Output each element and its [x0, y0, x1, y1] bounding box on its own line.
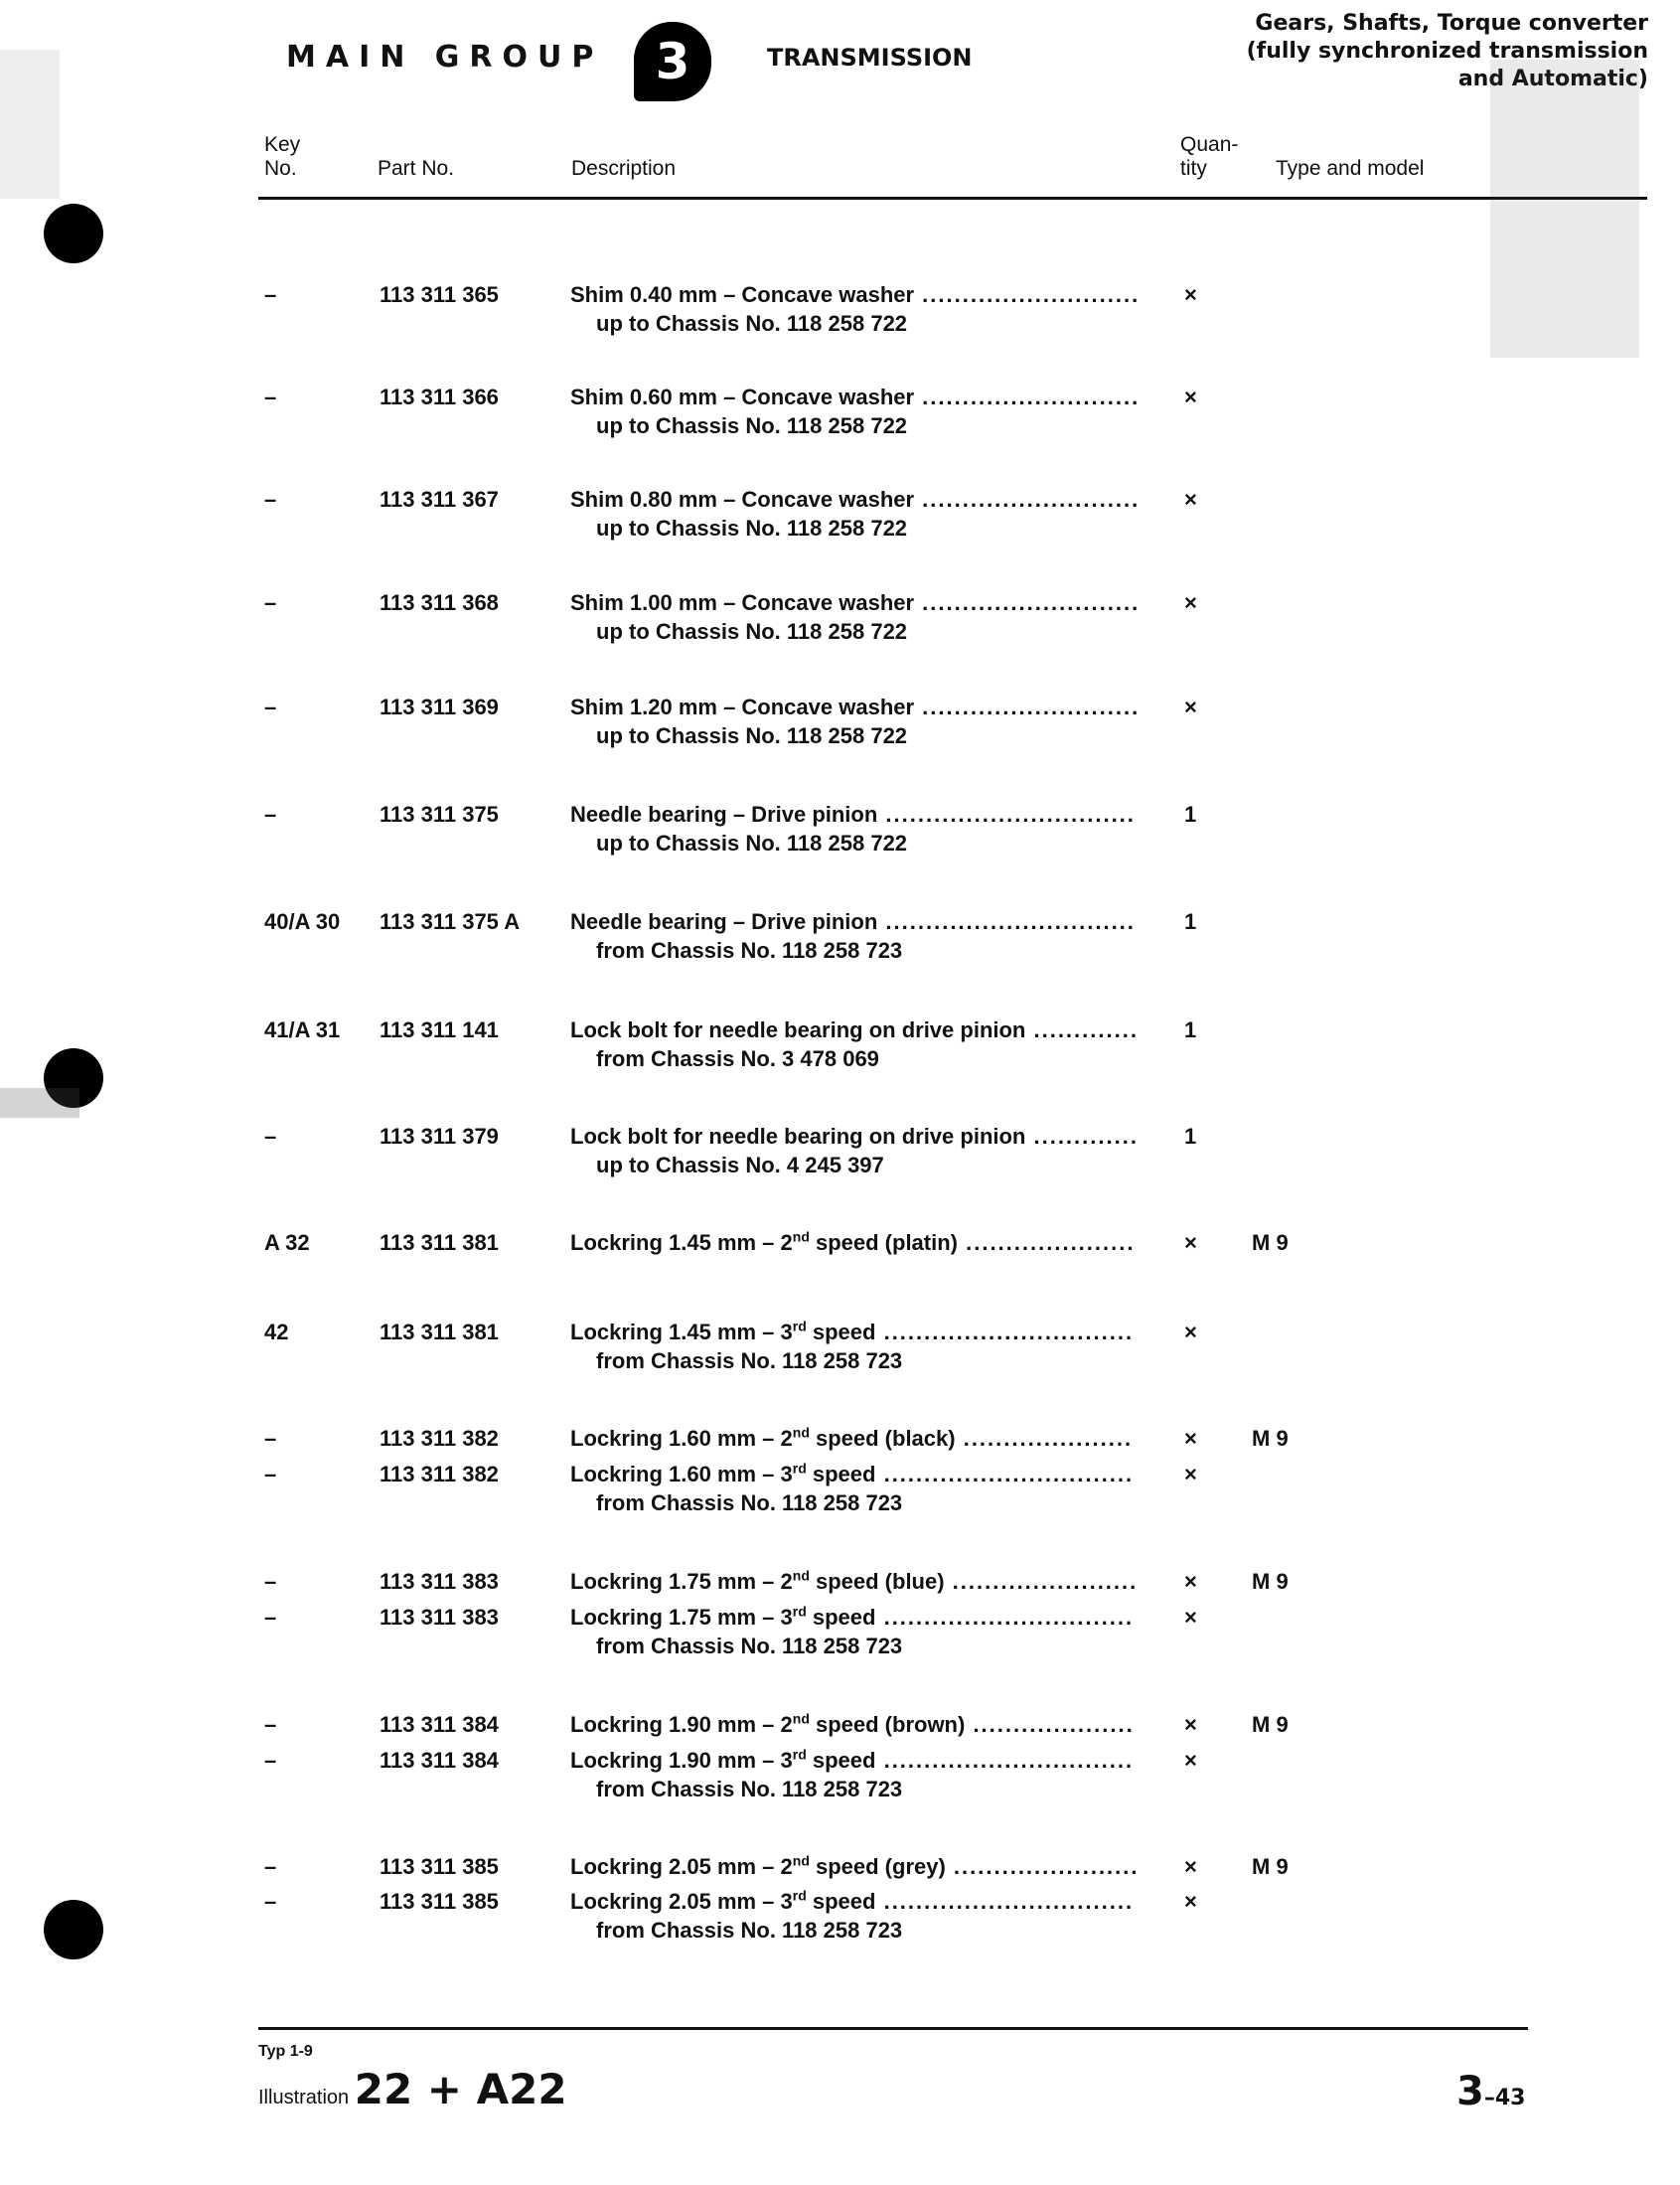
leader-dots: ...............................: [875, 1889, 1135, 1914]
section-title: TRANSMISSION: [767, 44, 973, 72]
col-key-line-2: No.: [264, 157, 297, 180]
col-description: Description: [571, 157, 677, 180]
row-key-no: –: [264, 1712, 277, 1737]
subtitle-line-3: and Automatic): [1457, 67, 1648, 91]
row-key-no: –: [264, 282, 277, 307]
leader-dots: .............: [1025, 1017, 1139, 1042]
row-description-main: [570, 1605, 1134, 1630]
row-description-suffix: speed (black): [809, 1426, 956, 1451]
row-description: [570, 1710, 1135, 1739]
row-type-model: M 9: [1252, 1854, 1289, 1879]
row-description-chassis: from Chassis No. 118 258 723: [596, 1348, 903, 1373]
row-description-suffix: speed: [806, 1889, 876, 1914]
row-description-chassis: from Chassis No. 118 258 723: [596, 1634, 903, 1658]
row-quantity: ×: [1184, 1426, 1197, 1451]
col-key-no: [264, 133, 300, 181]
row-part-no: 113 311 382: [380, 1426, 499, 1451]
row-type-model: M 9: [1252, 1569, 1289, 1594]
row-description-text: Lockring 1.90 mm – 2: [570, 1712, 793, 1737]
row-description-text: Shim 0.80 mm – Concave washer: [570, 487, 915, 512]
row-description-text: Needle bearing – Drive pinion: [570, 909, 878, 934]
row-key-no: 40/A 30: [264, 909, 341, 934]
row-description-chassis: up to Chassis No. 118 258 722: [596, 311, 908, 336]
row-type-model: M 9: [1252, 1426, 1289, 1451]
row-quantity: ×: [1184, 385, 1197, 409]
row-description-main: [570, 487, 1140, 512]
row-description: [570, 1746, 1134, 1803]
row-description-main: [570, 1017, 1139, 1042]
row-part-no: 113 311 369: [380, 695, 499, 719]
row-key-no: –: [264, 695, 277, 719]
row-quantity: ×: [1184, 1230, 1197, 1255]
leader-dots: ...............................: [875, 1748, 1135, 1773]
row-description-text: Lockring 1.90 mm – 3: [570, 1748, 793, 1773]
row-description-text: Shim 0.60 mm – Concave washer: [570, 385, 915, 409]
row-description-main: [570, 695, 1140, 719]
row-part-no: 113 311 375: [380, 802, 499, 827]
row-part-no: 113 311 375 A: [380, 909, 521, 934]
leader-dots: .....................: [958, 1230, 1136, 1255]
row-quantity: ×: [1184, 1320, 1197, 1344]
row-description-ordinal: nd: [792, 1228, 810, 1245]
page-number-major: 3: [1456, 2069, 1484, 2114]
illustration-label: Illustration: [258, 2087, 350, 2108]
row-key-no: A 32: [264, 1230, 310, 1255]
row-quantity: ×: [1184, 1854, 1197, 1879]
row-description-text: Lockring 1.75 mm – 3: [570, 1605, 793, 1630]
row-quantity: 1: [1184, 1017, 1197, 1042]
row-description-chassis: up to Chassis No. 118 258 722: [596, 831, 908, 856]
row-description-text: Lockring 1.45 mm – 2: [570, 1230, 793, 1255]
row-description-chassis: from Chassis No. 118 258 723: [596, 938, 903, 963]
row-description: [570, 280, 1140, 338]
row-key-no: –: [264, 590, 277, 615]
row-key-no: –: [264, 1426, 277, 1451]
row-description-chassis: up to Chassis No. 118 258 722: [596, 516, 908, 541]
row-description: [570, 693, 1140, 750]
row-description-ordinal: rd: [792, 1318, 807, 1334]
row-part-no: 113 311 365: [380, 282, 499, 307]
page-number-minor: –43: [1483, 2086, 1526, 2110]
leader-dots: ...............................: [875, 1462, 1135, 1486]
leader-dots: ...........................: [914, 590, 1141, 615]
row-description-main: [570, 282, 1140, 307]
punch-hole-top: [44, 204, 103, 263]
row-description-chassis: from Chassis No. 118 258 723: [596, 1777, 903, 1801]
row-quantity: ×: [1184, 1712, 1197, 1737]
row-key-no: –: [264, 1569, 277, 1594]
row-description-suffix: speed (grey): [809, 1854, 946, 1879]
row-description-ordinal: rd: [792, 1746, 807, 1763]
row-key-no: –: [264, 385, 277, 409]
row-description-main: [570, 1889, 1134, 1914]
leader-dots: ...............................: [875, 1320, 1135, 1344]
row-quantity: 1: [1184, 1124, 1197, 1149]
leader-dots: .......................: [944, 1569, 1139, 1594]
row-description: [570, 1122, 1139, 1179]
row-description-suffix: speed: [806, 1462, 876, 1486]
leader-dots: ....................: [965, 1712, 1135, 1737]
row-key-no: –: [264, 802, 277, 827]
row-part-no: 113 311 384: [380, 1748, 499, 1773]
row-description-chassis: from Chassis No. 118 258 723: [596, 1918, 903, 1943]
row-description: [570, 1460, 1134, 1517]
row-part-no: 113 311 366: [380, 385, 499, 409]
row-description-text: Lockring 2.05 mm – 2: [570, 1854, 793, 1879]
leader-dots: .............: [1025, 1124, 1139, 1149]
row-description-ordinal: rd: [792, 1887, 807, 1904]
row-description-chassis: from Chassis No. 3 478 069: [596, 1046, 879, 1071]
row-type-model: M 9: [1252, 1712, 1289, 1737]
header-rule: [258, 197, 1647, 200]
row-description-main: [570, 1320, 1134, 1344]
row-description-text: Lock bolt for needle bearing on drive pinion: [570, 1017, 1026, 1042]
page-number: [1456, 2069, 1525, 2114]
row-quantity: ×: [1184, 1748, 1197, 1773]
footer-rule: [258, 2027, 1528, 2030]
main-group-title: MAIN GROUP: [286, 40, 604, 75]
row-part-no: 113 311 384: [380, 1712, 499, 1737]
row-description: [570, 907, 1136, 965]
row-description-text: Shim 1.00 mm – Concave washer: [570, 590, 915, 615]
row-part-no: 113 311 379: [380, 1124, 499, 1149]
leader-dots: ...............................: [877, 802, 1136, 827]
row-description-main: [570, 1748, 1134, 1773]
row-key-no: –: [264, 1124, 277, 1149]
footer-illustration: [258, 2065, 567, 2113]
punch-hole-bottom: [44, 1900, 103, 1959]
leader-dots: ...............................: [877, 909, 1136, 934]
row-key-no: –: [264, 1748, 277, 1773]
scan-noise: [0, 50, 60, 199]
row-description-chassis: up to Chassis No. 4 245 397: [596, 1153, 884, 1177]
row-description-text: Lockring 1.75 mm – 2: [570, 1569, 793, 1594]
row-part-no: 113 311 367: [380, 487, 499, 512]
scan-noise: [0, 1088, 79, 1118]
row-description-suffix: speed: [806, 1605, 876, 1630]
row-description-text: Shim 0.40 mm – Concave washer: [570, 282, 915, 307]
row-description-main: [570, 1712, 1135, 1737]
row-quantity: 1: [1184, 909, 1197, 934]
row-description-ordinal: nd: [792, 1710, 810, 1727]
row-key-no: 42: [264, 1320, 289, 1344]
row-description-suffix: speed: [806, 1748, 876, 1773]
row-quantity: ×: [1184, 695, 1197, 719]
row-description-text: Lockring 1.60 mm – 3: [570, 1462, 793, 1486]
row-description-text: Lockring 1.45 mm – 3: [570, 1320, 793, 1344]
row-description-main: [570, 1854, 1140, 1879]
row-key-no: –: [264, 1889, 277, 1914]
row-description: [570, 485, 1140, 543]
row-quantity: ×: [1184, 1889, 1197, 1914]
illustration-ref: 22 + A22: [354, 2065, 567, 2113]
row-description: [570, 1852, 1140, 1881]
row-description-ordinal: nd: [792, 1424, 810, 1441]
row-description-text: Shim 1.20 mm – Concave washer: [570, 695, 915, 719]
row-description-suffix: speed: [806, 1320, 876, 1344]
leader-dots: ...............................: [875, 1605, 1135, 1630]
row-key-no: –: [264, 487, 277, 512]
col-key-line-1: Key: [264, 133, 301, 156]
leader-dots: ...........................: [914, 695, 1141, 719]
row-description-ordinal: rd: [792, 1603, 807, 1620]
row-description-main: [570, 1230, 1135, 1255]
row-description-main: [570, 590, 1140, 615]
row-description-suffix: speed (brown): [809, 1712, 966, 1737]
row-description: [570, 1228, 1135, 1257]
row-description-main: [570, 1462, 1134, 1486]
col-quantity-line-1: Quan-: [1180, 133, 1239, 156]
row-description-chassis: up to Chassis No. 118 258 722: [596, 413, 908, 438]
row-key-no: 41/A 31: [264, 1017, 341, 1042]
row-description-main: [570, 909, 1136, 934]
row-part-no: 113 311 141: [380, 1017, 499, 1042]
row-description: [570, 1424, 1133, 1453]
row-quantity: 1: [1184, 802, 1197, 827]
row-description: [570, 1318, 1134, 1375]
group-number-badge: 3: [634, 22, 711, 101]
footer-type: Typ 1-9: [258, 2043, 313, 2060]
row-part-no: 113 311 381: [380, 1230, 499, 1255]
row-description: [570, 588, 1140, 646]
col-part-no: Part No.: [378, 157, 455, 180]
leader-dots: .......................: [945, 1854, 1140, 1879]
row-part-no: 113 311 385: [380, 1854, 499, 1879]
row-description-text: Lockring 1.60 mm – 2: [570, 1426, 793, 1451]
col-type-model: Type and model: [1276, 157, 1425, 180]
row-description: [570, 800, 1136, 858]
row-quantity: ×: [1184, 282, 1197, 307]
row-description-suffix: speed (blue): [809, 1569, 945, 1594]
row-type-model: M 9: [1252, 1230, 1289, 1255]
row-description-text: Needle bearing – Drive pinion: [570, 802, 878, 827]
leader-dots: .....................: [955, 1426, 1134, 1451]
col-quantity: [1180, 133, 1238, 181]
row-quantity: ×: [1184, 487, 1197, 512]
row-description-chassis: up to Chassis No. 118 258 722: [596, 723, 908, 748]
leader-dots: ...........................: [914, 487, 1141, 512]
row-part-no: 113 311 381: [380, 1320, 499, 1344]
row-part-no: 113 311 382: [380, 1462, 499, 1486]
row-description: [570, 1567, 1138, 1596]
row-part-no: 113 311 368: [380, 590, 499, 615]
row-description: [570, 383, 1140, 440]
row-quantity: ×: [1184, 1462, 1197, 1486]
row-description-ordinal: rd: [792, 1460, 807, 1477]
row-key-no: –: [264, 1605, 277, 1630]
row-description-ordinal: nd: [792, 1852, 810, 1869]
row-description-suffix: speed (platin): [809, 1230, 958, 1255]
leader-dots: ...........................: [914, 385, 1141, 409]
row-description-text: Lockring 2.05 mm – 3: [570, 1889, 793, 1914]
row-quantity: ×: [1184, 1569, 1197, 1594]
row-key-no: –: [264, 1854, 277, 1879]
row-description: [570, 1887, 1134, 1945]
row-description-main: [570, 385, 1140, 409]
subtitle-line-2: (fully synchronized transmission: [1246, 39, 1648, 64]
row-description-chassis: up to Chassis No. 118 258 722: [596, 619, 908, 644]
row-part-no: 113 311 385: [380, 1889, 499, 1914]
row-description-main: [570, 1124, 1139, 1149]
row-description-main: [570, 1569, 1138, 1594]
row-description-main: [570, 1426, 1133, 1451]
row-part-no: 113 311 383: [380, 1569, 499, 1594]
subtitle-line-1: Gears, Shafts, Torque converter: [1255, 11, 1648, 36]
scan-noise: [1490, 60, 1639, 358]
leader-dots: ...........................: [914, 282, 1141, 307]
row-description-chassis: from Chassis No. 118 258 723: [596, 1490, 903, 1515]
row-description-ordinal: nd: [792, 1567, 810, 1584]
row-description: [570, 1603, 1134, 1660]
row-quantity: ×: [1184, 1605, 1197, 1630]
row-quantity: ×: [1184, 590, 1197, 615]
row-description-main: [570, 802, 1136, 827]
row-description: [570, 1015, 1139, 1073]
row-key-no: –: [264, 1462, 277, 1486]
row-description-text: Lock bolt for needle bearing on drive pinion: [570, 1124, 1026, 1149]
row-part-no: 113 311 383: [380, 1605, 499, 1630]
col-quantity-line-2: tity: [1180, 157, 1207, 180]
